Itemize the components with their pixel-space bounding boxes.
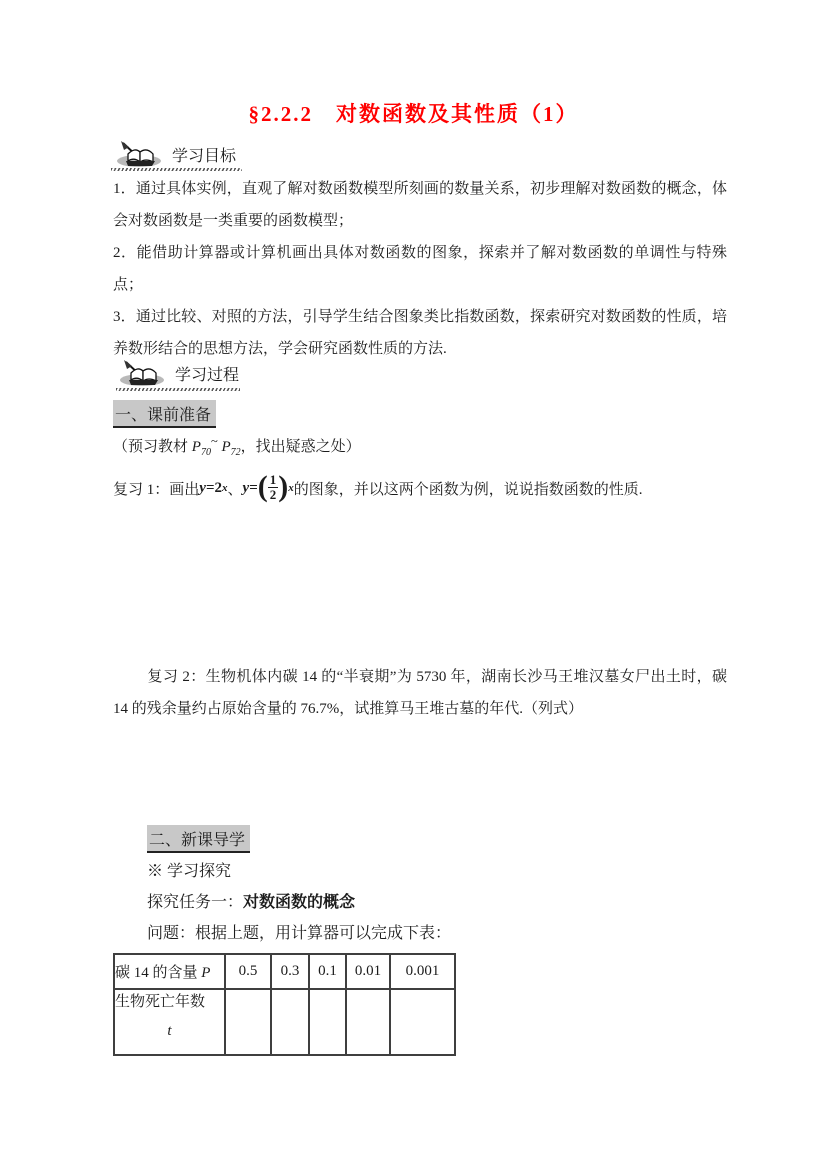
goals-header-label: 学习目标 (172, 148, 237, 165)
c14-table (113, 953, 456, 1056)
page-title: §2.2.2 对数函数及其性质（1） (248, 102, 579, 126)
book-pen-icon (116, 359, 168, 387)
task-line (147, 889, 355, 912)
value-cell: 0.01 (346, 954, 390, 989)
table-row-p (114, 954, 455, 989)
page-ref-p72: $P_{72}$ (221, 439, 241, 458)
objective-item-1: 1．通过具体实例，直观了解对数函数模型所刻画的数量关系，初步理解对数函数的概念，体会对数函数是一类重要的函数模型； (113, 181, 727, 229)
process-header-underline (116, 388, 240, 391)
objective-item-2: 2．能借助计算器或计算机画出具体对数函数的图象，探索并了解对数函数的单调性与特殊点； (113, 245, 727, 293)
value-cell: 0.001 (390, 954, 455, 989)
var-t: t (167, 1023, 172, 1039)
table-row-t (114, 989, 455, 1055)
objective-item-3: 3．通过比较、对照的方法，引导学生结合图象类比指数函数，探索研究对数函数的性质，培养数形结合的思想方法，学会研究函数性质的方法. (113, 309, 727, 357)
preview-note (113, 434, 361, 458)
var-P: P (201, 965, 211, 981)
c14-table-wrap (113, 953, 456, 1056)
new-lesson-heading-wrap (147, 825, 250, 853)
review1-suffix: 的图象，并以这两个函数为例，说说指数函数的性质. (293, 481, 643, 498)
prep-heading: 一、课前准备 (113, 400, 216, 428)
value-cell: 0.3 (271, 954, 309, 989)
new-lesson-heading: 二、新课导学 (147, 825, 250, 853)
right-paren: ) (278, 470, 289, 503)
question-line: 问题：根据上题，用计算器可以完成下表： (147, 925, 452, 942)
empty-cell (309, 989, 346, 1055)
book-pen-icon (113, 140, 165, 168)
preview-prefix: （预习教材 (113, 439, 192, 455)
review1-separator: 、 (227, 481, 243, 498)
review1-prefix: 复习 1：画出 (113, 481, 200, 498)
row1-label-cell: 碳 14 的含量 P (114, 954, 225, 989)
prep-heading-wrap (113, 400, 216, 428)
process-section-header (116, 359, 239, 387)
empty-cell (346, 989, 390, 1055)
value-cell: 0.5 (225, 954, 271, 989)
task-title: 对数函数的概念 (243, 894, 356, 911)
goals-header-underline (111, 168, 242, 171)
explore-label: ※ 学习探究 (147, 863, 232, 880)
empty-cell (390, 989, 455, 1055)
tilde: ~ (210, 434, 218, 448)
math-eq1: = (205, 479, 215, 496)
task-label: 探究任务一： (147, 894, 244, 911)
math-y2: y (242, 479, 250, 496)
empty-cell (225, 989, 271, 1055)
one-half-fraction: $\frac{1}{2}$ (269, 471, 277, 502)
value-cell: 0.1 (309, 954, 346, 989)
process-header-label: 学习过程 (175, 367, 240, 384)
goals-section-header (113, 140, 236, 168)
math-eq2: = (249, 479, 258, 496)
empty-cell (271, 989, 309, 1055)
math-y1: y (199, 479, 206, 496)
page-ref-p70: $P_{70}$ (191, 439, 211, 458)
preview-suffix: ，找出疑惑之处） (240, 439, 361, 455)
math-base2: 2 (214, 479, 222, 496)
left-paren: ( (257, 470, 268, 503)
review-1-line: 复习 1：画出 y = 2 x 、 y = ( $\frac{1}{2}$ ) x 的图象，并以这两个函数为例，说说指数函数的性质. (113, 470, 643, 503)
objectives-list (113, 173, 727, 365)
review-2-paragraph: 复习 2：生物机体内碳 14 的“半衰期”为 5730 年，湖南长沙马王堆汉墓女尸出土时，碳 14 的残余量约占原始含量的 76.7%，试推算马王堆古墓的年代.（列式） (113, 669, 727, 717)
row2-label-cell: 生物死亡年数 t (114, 989, 225, 1055)
